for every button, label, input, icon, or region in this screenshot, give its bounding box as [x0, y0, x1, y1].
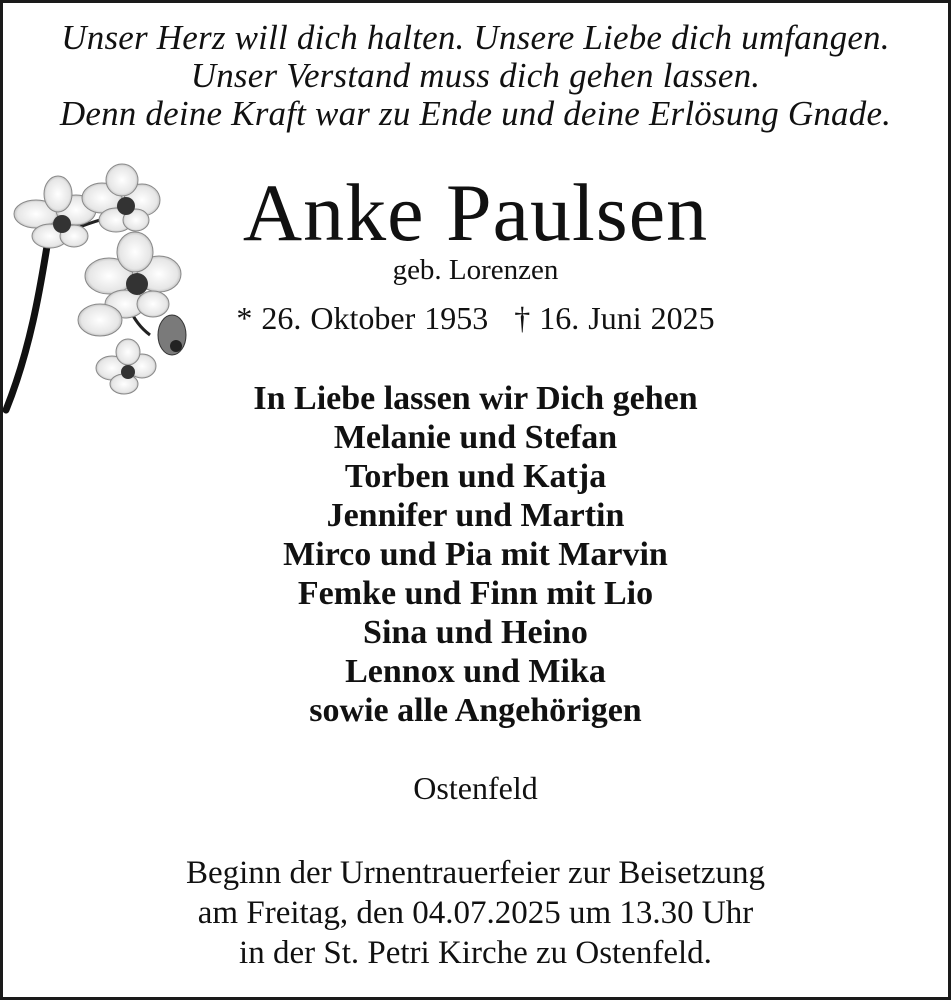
maiden-name: geb. Lorenzen: [392, 254, 559, 286]
service-line-3: in der St. Petri Kirche zu Ostenfeld.: [239, 935, 712, 971]
motto-line-3: Denn deine Kraft war zu Ende und deine Erlösung Gnade.: [59, 94, 892, 133]
motto-line-1: Unser Herz will dich halten. Unsere Liebe dich umfangen.: [61, 18, 890, 57]
deceased-name: Anke Paulsen: [242, 167, 709, 258]
birth-date: * 26. Oktober 1953: [236, 300, 489, 336]
mourner-line: Melanie und Stefan: [333, 419, 618, 456]
mourner-line: Torben und Katja: [344, 458, 607, 495]
place: Ostenfeld: [413, 770, 538, 806]
life-dates: [0, 300, 951, 337]
mourner-line: Lennox und Mika: [345, 653, 606, 690]
service-line-2: am Freitag, den 04.07.2025 um 13.30 Uhr: [197, 895, 754, 931]
motto-line-2: Unser Verstand muss dich gehen lassen.: [190, 56, 761, 95]
mourner-line: Sina und Heino: [363, 614, 588, 651]
mourner-line: Femke und Finn mit Lio: [297, 575, 654, 612]
service-line-1: Beginn der Urnentrauerfeier zur Beisetzung: [185, 855, 766, 891]
mourner-line: In Liebe lassen wir Dich gehen: [253, 380, 698, 417]
mourner-line: Mirco und Pia mit Marvin: [283, 536, 668, 573]
mourner-line: sowie alle Angehörigen: [309, 692, 642, 729]
mourner-line: Jennifer und Martin: [326, 497, 625, 534]
death-date: † 16. Juni 2025: [514, 300, 715, 336]
